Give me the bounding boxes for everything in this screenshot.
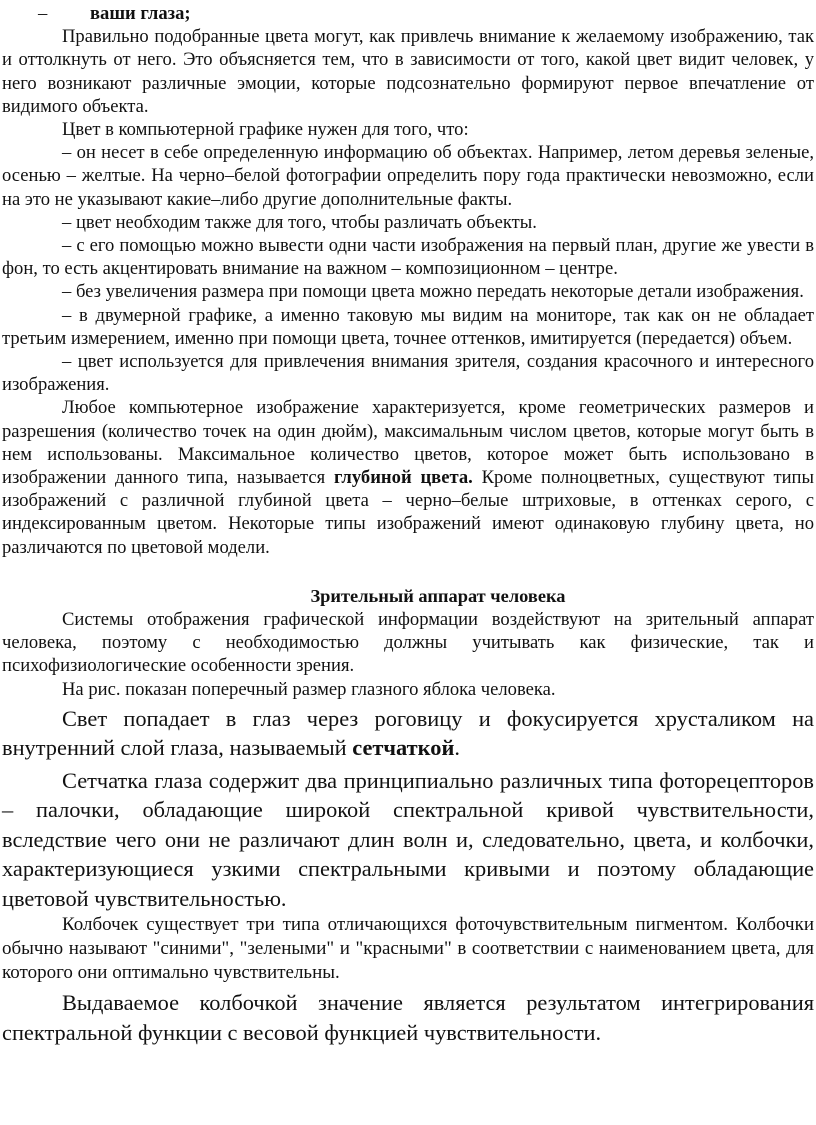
paragraph-color-depth — [2, 396, 814, 558]
retina-term: сетчаткой — [352, 735, 455, 761]
section-heading: Зрительный аппарат человека — [310, 585, 566, 606]
paragraph-photoreceptors: Сетчатка глаза содержит два принципиально различных типа фоторецепторов – палочки, обладающие широкой спектральной кривой чувствительности, вследствие чего они не различают длин волн и, следовательно, цвета, и колбочки, характеризующиеся узкими спектральными кривыми и поэтому обладающие цветовой чувствительностью. — [2, 767, 814, 911]
color-depth-term: глубиной цвета. — [333, 467, 473, 489]
bullet-dash: – — [38, 3, 48, 24]
paragraph-cone-types: Колбочек существует три типа отличающихся фоточувствительным пигментом. Колбочки обычно называют "синими", "зелеными" и "красными" в соответствии с наименованием цвета, для которого они оптимально чувствительны. — [2, 914, 814, 984]
paragraph-foreground-background: – с его помощью можно вывести одни части изображения на первый план, другие же увести в фон, то есть акцентировать внимание на важном – композиционном – центре. — [2, 235, 814, 280]
paragraph-attention: – цвет используется для привлечения внимания зрителя, создания красочного и интересного изображения. — [2, 351, 814, 396]
paragraph-retina — [2, 704, 814, 763]
document-body — [0, 2, 816, 1047]
paragraph-color-purpose-intro: Цвет в компьютерной графике нужен для того, что: — [62, 119, 469, 141]
paragraph-color-information: – он несет в себе определенную информацию об объектах. Например, летом деревья зеленые, осенью – желтые. На черно–белой фотографии определить пору года практически невозможно, если на это не указывают какие–либо другие дополнительные факты. — [2, 142, 814, 210]
paragraph-cone-output: Выдаваемое колбочкой значение является результатом интегрирования спектральной функции с весовой функцией чувствительности. — [2, 990, 814, 1045]
bullet-heading-text: ваши глаза; — [90, 3, 191, 24]
paragraph-color-emotions: Правильно подобранные цвета могут, как привлечь внимание к желаемому изображению, так и оттолкнуть от него. Это объясняется тем, что в зависимости от того, какой цвет видит человек, у него возникают различные эмоции, которые подсознательно формируют первое впечатление от видимого объекта. — [2, 26, 814, 117]
retina-text-before: Свет попадает в глаз через роговицу и фокусируется хрусталиком на внутренний слой глаза, называемый — [2, 705, 814, 761]
color-depth-text-before: Любое компьютерное изображение характеризуется, кроме геометрических размеров и разрешения (количество точек на один дюйм), максимальным числом цветов, которые могут быть в нем использованы. Максимальное количество цветов, которое может быть использовано в изображении данного типа, называется — [2, 397, 814, 489]
paragraph-visual-system: Системы отображения графической информации воздействуют на зрительный аппарат человека, поэтому с необходимостью должны учитывать как физические, так и психофизиологические особенности зрения. — [2, 609, 814, 677]
bullet-heading — [2, 2, 814, 25]
paragraph-figure-reference: На рис. показан поперечный размер глазного яблока человека. — [62, 678, 556, 700]
paragraph-distinguish-objects: – цвет необходим также для того, чтобы различать объекты. — [62, 211, 537, 233]
retina-text-after: . — [454, 735, 460, 761]
paragraph-volume: – в двумерной графике, а именно таковую мы видим на мониторе, так как он не обладает третьим измерением, именно при помощи цвета, точнее оттенков, имитируется (передается) объем. — [2, 304, 814, 349]
color-depth-text-after: Кроме полноцветных, существуют типы изображений с различной глубиной цвета – черно–белые штриховые, в оттенках серого, с индексированным цветом. Некоторые типы изображений имеют одинаковую глубину цвета, но различаются по цветовой модели. — [2, 467, 814, 558]
paragraph-details: – без увеличения размера при помощи цвета можно передать некоторые детали изображения. — [62, 281, 804, 303]
